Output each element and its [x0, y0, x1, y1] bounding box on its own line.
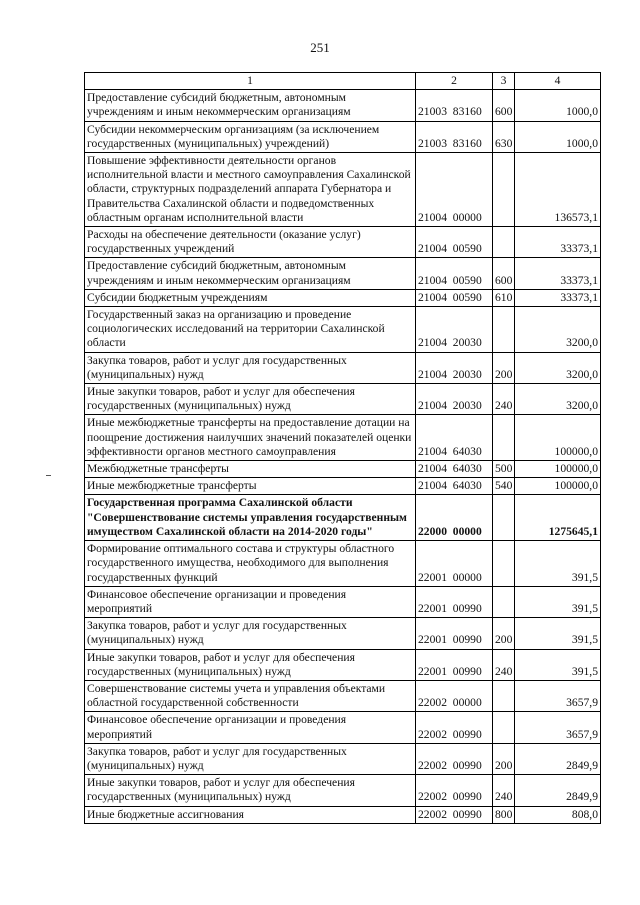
table-row [85, 618, 601, 649]
row-type-cell [493, 680, 515, 711]
row-type-cell [493, 712, 515, 743]
table-row [85, 712, 601, 743]
row-code-cell: 22001 00990 [416, 618, 493, 649]
row-name-cell: Закупка товаров, работ и услуг для государственных (муниципальных) нужд [85, 743, 416, 774]
row-amount-cell: 136573,1 [515, 153, 601, 227]
row-type-cell [493, 495, 515, 541]
row-code-cell: 21004 20030 [416, 352, 493, 383]
table-row [85, 258, 601, 289]
row-amount-cell: 3657,9 [515, 712, 601, 743]
row-amount-cell: 808,0 [515, 806, 601, 823]
row-name-cell: Совершенствование системы учета и управления объектами областной государственной собственности [85, 680, 416, 711]
table-row [85, 289, 601, 306]
row-name-cell: Предоставление субсидий бюджетным, автономным учреждениям и иным некоммерческим организациям [85, 258, 416, 289]
row-type-cell: 600 [493, 258, 515, 289]
table-row [85, 227, 601, 258]
row-name-cell: Субсидии бюджетным учреждениям [85, 289, 416, 306]
margin-mark [46, 475, 51, 476]
table-row [85, 541, 601, 587]
row-code-cell: 21003 83160 [416, 90, 493, 121]
table-row [85, 415, 601, 461]
table-row [85, 153, 601, 227]
row-name-cell: Финансовое обеспечение организации и проведения мероприятий [85, 586, 416, 617]
row-type-cell: 240 [493, 775, 515, 806]
header-row [85, 73, 601, 90]
row-code-cell: 21004 64030 [416, 478, 493, 495]
table-body [85, 90, 601, 824]
row-type-cell: 240 [493, 649, 515, 680]
header-cell-code: 2 [416, 73, 493, 90]
row-name-cell: Иные бюджетные ассигнования [85, 806, 416, 823]
table-row [85, 680, 601, 711]
header-cell-name: 1 [85, 73, 416, 90]
row-type-cell: 240 [493, 384, 515, 415]
row-name-cell: Государственная программа Сахалинской области "Совершенствование системы управления государственным имуществом Сахалинской области на 2014-2020 годы" [85, 495, 416, 541]
row-name-cell: Закупка товаров, работ и услуг для государственных (муниципальных) нужд [85, 618, 416, 649]
row-code-cell: 21004 20030 [416, 384, 493, 415]
table-row [85, 90, 601, 121]
row-name-cell: Иные закупки товаров, работ и услуг для обеспечения государственных (муниципальных) нужд [85, 775, 416, 806]
row-type-cell: 630 [493, 121, 515, 152]
table-row [85, 806, 601, 823]
row-code-cell: 21003 83160 [416, 121, 493, 152]
row-type-cell: 200 [493, 352, 515, 383]
row-code-cell: 22002 00990 [416, 743, 493, 774]
row-amount-cell: 33373,1 [515, 289, 601, 306]
row-code-cell: 22002 00990 [416, 806, 493, 823]
table-row [85, 352, 601, 383]
row-amount-cell: 391,5 [515, 618, 601, 649]
row-name-cell: Повышение эффективности деятельности органов исполнительной власти и местного самоуправления Сахалинской области, структурных подразделений аппарата Губернатора и Правительства Сахалинской области и подведомственных областным органам исполнительной власти [85, 153, 416, 227]
table-row [85, 384, 601, 415]
table-row [85, 307, 601, 353]
row-code-cell: 22001 00990 [416, 649, 493, 680]
row-type-cell: 500 [493, 461, 515, 478]
table-row [85, 495, 601, 541]
row-name-cell: Финансовое обеспечение организации и проведения мероприятий [85, 712, 416, 743]
table-row [85, 743, 601, 774]
row-type-cell [493, 307, 515, 353]
row-code-cell: 22002 00990 [416, 712, 493, 743]
row-amount-cell: 3200,0 [515, 307, 601, 353]
header-cell-amount: 4 [515, 73, 601, 90]
row-name-cell: Межбюджетные трансферты [85, 461, 416, 478]
row-code-cell: 22001 00000 [416, 541, 493, 587]
row-type-cell [493, 541, 515, 587]
row-code-cell: 21004 00590 [416, 289, 493, 306]
row-amount-cell: 3657,9 [515, 680, 601, 711]
row-amount-cell: 100000,0 [515, 461, 601, 478]
row-amount-cell: 100000,0 [515, 478, 601, 495]
table-row [85, 586, 601, 617]
row-name-cell: Иные межбюджетные трансферты [85, 478, 416, 495]
row-amount-cell: 391,5 [515, 586, 601, 617]
budget-table [84, 72, 601, 824]
page-number: 251 [310, 40, 330, 55]
row-amount-cell: 3200,0 [515, 384, 601, 415]
row-type-cell: 540 [493, 478, 515, 495]
row-type-cell [493, 415, 515, 461]
table-row [85, 649, 601, 680]
table-row [85, 461, 601, 478]
row-code-cell: 21004 64030 [416, 415, 493, 461]
row-name-cell: Иные межбюджетные трансферты на предоставление дотации на поощрение достижения наилучших значений показателей оценки эффективности органов местного самоуправления [85, 415, 416, 461]
row-amount-cell: 100000,0 [515, 415, 601, 461]
table-row [85, 121, 601, 152]
row-code-cell: 21004 20030 [416, 307, 493, 353]
row-name-cell: Предоставление субсидий бюджетным, автономным учреждениям и иным некоммерческим организациям [85, 90, 416, 121]
row-amount-cell: 33373,1 [515, 227, 601, 258]
row-type-cell: 600 [493, 90, 515, 121]
row-code-cell: 21004 00000 [416, 153, 493, 227]
row-amount-cell: 33373,1 [515, 258, 601, 289]
row-code-cell: 22001 00990 [416, 586, 493, 617]
row-name-cell: Государственный заказ на организацию и проведение социологических исследований на территории Сахалинской области [85, 307, 416, 353]
row-amount-cell: 391,5 [515, 541, 601, 587]
row-type-cell [493, 227, 515, 258]
row-amount-cell: 3200,0 [515, 352, 601, 383]
row-code-cell: 22002 00000 [416, 680, 493, 711]
row-amount-cell: 1000,0 [515, 90, 601, 121]
header-cell-type: 3 [493, 73, 515, 90]
row-code-cell: 22002 00990 [416, 775, 493, 806]
row-name-cell: Закупка товаров, работ и услуг для государственных (муниципальных) нужд [85, 352, 416, 383]
row-type-cell: 610 [493, 289, 515, 306]
row-type-cell: 200 [493, 618, 515, 649]
row-amount-cell: 2849,9 [515, 743, 601, 774]
row-type-cell: 200 [493, 743, 515, 774]
row-amount-cell: 2849,9 [515, 775, 601, 806]
row-code-cell: 21004 00590 [416, 258, 493, 289]
table-row [85, 478, 601, 495]
row-code-cell: 21004 64030 [416, 461, 493, 478]
row-name-cell: Иные закупки товаров, работ и услуг для обеспечения государственных (муниципальных) нужд [85, 649, 416, 680]
row-name-cell: Иные закупки товаров, работ и услуг для обеспечения государственных (муниципальных) нужд [85, 384, 416, 415]
row-type-cell [493, 586, 515, 617]
row-code-cell: 22000 00000 [416, 495, 493, 541]
row-type-cell [493, 153, 515, 227]
row-name-cell: Субсидии некоммерческим организациям (за исключением государственных (муниципальных) учреждений) [85, 121, 416, 152]
row-amount-cell: 391,5 [515, 649, 601, 680]
table-row [85, 775, 601, 806]
row-amount-cell: 1000,0 [515, 121, 601, 152]
row-amount-cell: 1275645,1 [515, 495, 601, 541]
row-name-cell: Формирование оптимального состава и структуры областного государственного имущества, необходимого для выполнения государственных функций [85, 541, 416, 587]
row-type-cell: 800 [493, 806, 515, 823]
row-name-cell: Расходы на обеспечение деятельности (оказание услуг) государственных учреждений [85, 227, 416, 258]
row-code-cell: 21004 00590 [416, 227, 493, 258]
